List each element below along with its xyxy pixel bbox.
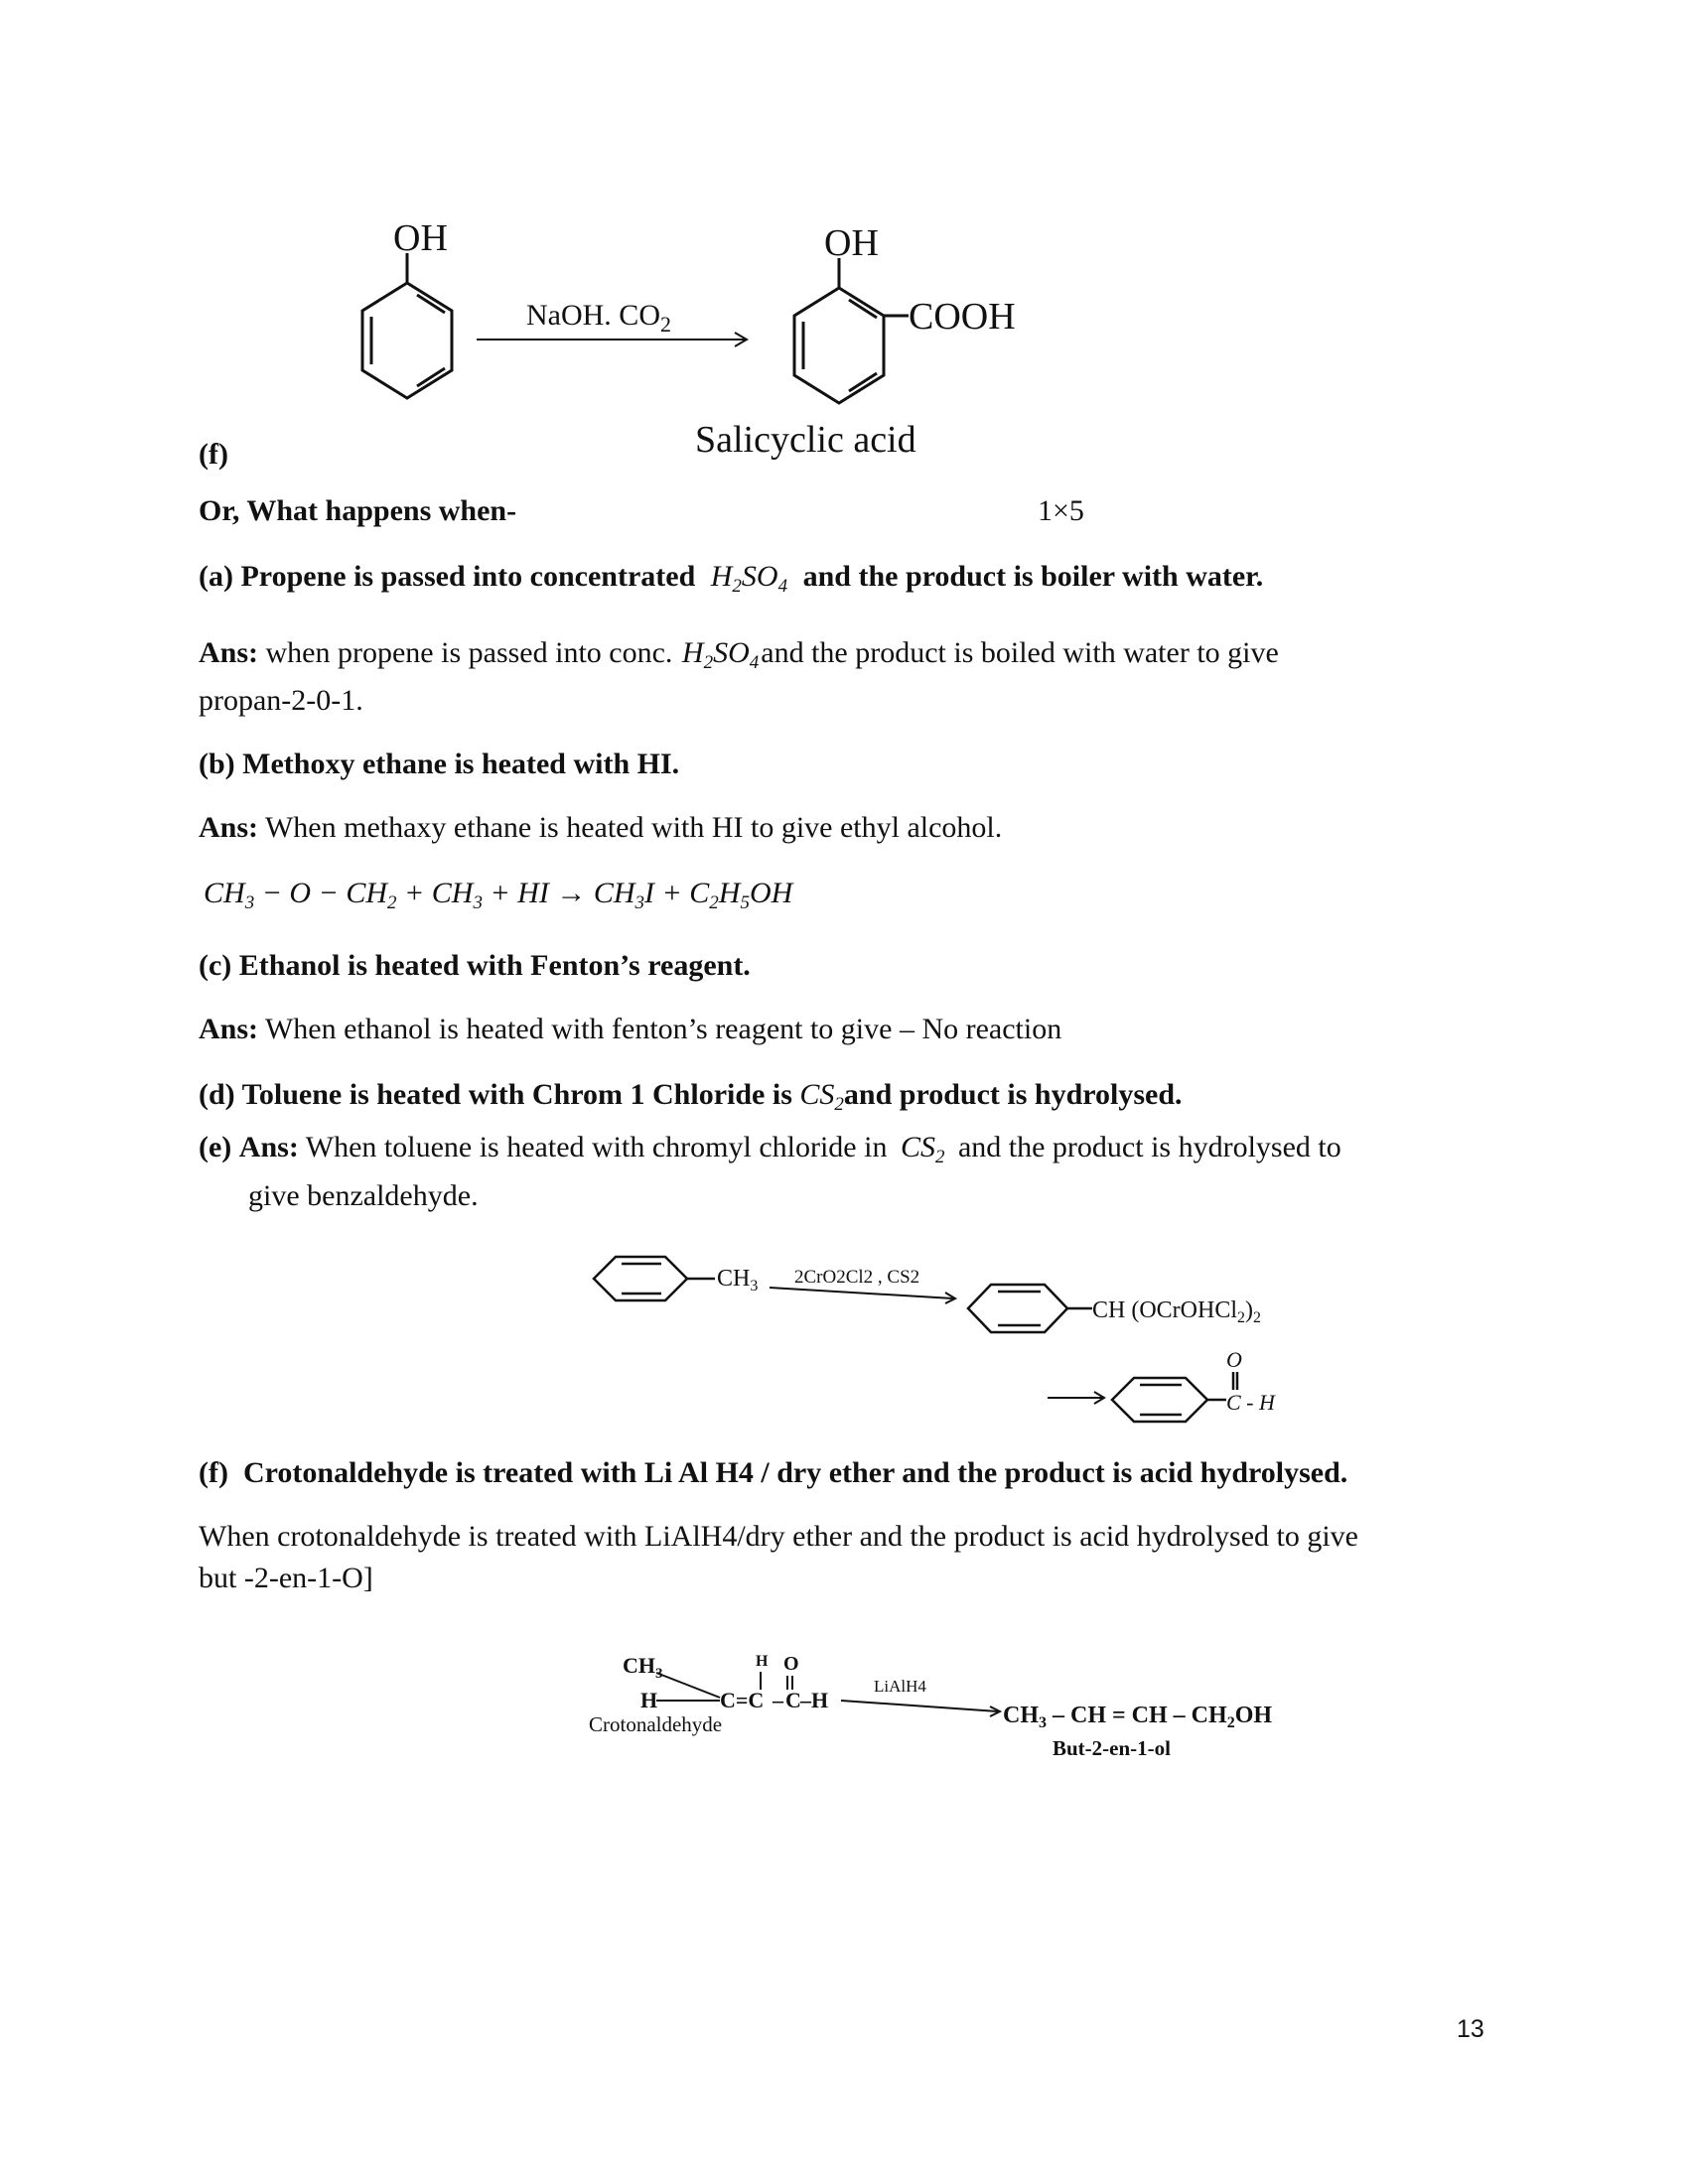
aldehyde-group-label: C - H	[1226, 1390, 1275, 1415]
marks-label: 1×5	[1038, 494, 1084, 527]
svg-text:C=C: C=C	[720, 1688, 765, 1712]
answer-e-line2: give benzaldehyde.	[248, 1179, 479, 1212]
formula-cs2: $CS_2$	[799, 1078, 844, 1115]
question-d: (d) Toluene is heated with Chrom 1 Chloride is $CS_2and$ product is hydrolysed.	[199, 1078, 1183, 1115]
answer-c: Ans: When ethanol is heated with fenton’s reagent to give – No reaction	[199, 1013, 1062, 1045]
carbonyl-o-label: O	[1226, 1347, 1242, 1372]
etard-reaction-figure	[586, 1241, 1340, 1430]
lialh4-reagent: LiAlH4	[874, 1677, 926, 1696]
answer-a-line2: propan-2-0-1.	[199, 684, 363, 717]
svg-text:–H: –H	[800, 1688, 829, 1712]
kolbe-reaction-figure	[338, 204, 1072, 472]
question-a: (a) Propene is passed into concentrated $H_2SO_4$ and the product is boiler with water.	[199, 560, 1264, 597]
answer-b: Ans: When methaxy ethane is heated with HI to give ethyl alcohol.	[199, 811, 1003, 844]
page-number: 13	[1457, 2015, 1484, 2043]
product-formula: $CH_3$ – CH = CH – $CH_2OH$	[1003, 1703, 1273, 1731]
figure-label: (f)	[199, 438, 228, 471]
svg-text:H: H	[756, 1653, 769, 1670]
product-name-label: But-2-en-1-ol	[1053, 1736, 1171, 1760]
svg-text:–: –	[773, 1688, 783, 1712]
formula-h2so4: $H_2SO_4$	[710, 560, 788, 597]
product-name-label: Salicyclic acid	[695, 419, 916, 461]
answer-f-line2: but -2-en-1-O]	[199, 1562, 373, 1594]
salicylic-acid-structure	[794, 258, 909, 403]
question-b: (b) Methoxy ethane is heated with HI.	[199, 748, 680, 780]
reaction-reagent: NaOH. $CO_2$	[526, 299, 671, 337]
svg-text:H: H	[640, 1688, 658, 1712]
question-c: (c) Ethanol is heated with Fenton’s reagent.	[199, 949, 751, 982]
reactant-name-label: Crotonaldehyde	[589, 1712, 723, 1736]
intermediate-structure	[968, 1285, 1092, 1332]
svg-text:C: C	[785, 1688, 801, 1712]
formula-cs2: $CS_2$	[900, 1131, 945, 1167]
intermediate-group-label: CH $(OCrOHCl_2)_2$	[1092, 1297, 1262, 1326]
phenol-structure	[362, 253, 452, 398]
crotonaldehyde-reduction-figure	[581, 1628, 1336, 1777]
svg-text:CH3: $CH_3$	[623, 1653, 663, 1682]
toluene-ch3-label: $CH_3$	[717, 1266, 759, 1295]
formula-h2so4: $H_2SO_4$	[681, 636, 760, 673]
equation-b: $CH_3 - O - CH_2 + CH_3$ + HI → $CH_3I + C_2H_5OH$	[204, 877, 793, 913]
phenol-oh-label: OH	[393, 217, 448, 259]
answer-a: Ans: when propene is passed into conc. $H_2SO_4and$ the product is boiled with water to give	[199, 636, 1279, 673]
etard-reagent: 2CrO2Cl2 , CS2	[794, 1267, 920, 1288]
svg-text:O: O	[783, 1653, 799, 1675]
benzaldehyde-structure	[1112, 1372, 1237, 1422]
answer-f: When crotonaldehyde is treated with LiAlH4/dry ether and the product is acid hydrolysed to give	[199, 1520, 1358, 1553]
salicylic-cooh-label: COOH	[909, 296, 1016, 338]
salicylic-oh-label: OH	[824, 222, 879, 264]
toluene-structure	[594, 1257, 715, 1300]
answer-e: (e) Ans: When toluene is heated with chromyl chloride in $CS_2$ and the product is hydrolysed to	[199, 1131, 1341, 1167]
question-f: (f) Crotonaldehyde is treated with Li Al H4 / dry ether and the product is acid hydrolysed.	[199, 1456, 1348, 1489]
section-heading: Or, What happens when-	[199, 494, 517, 527]
